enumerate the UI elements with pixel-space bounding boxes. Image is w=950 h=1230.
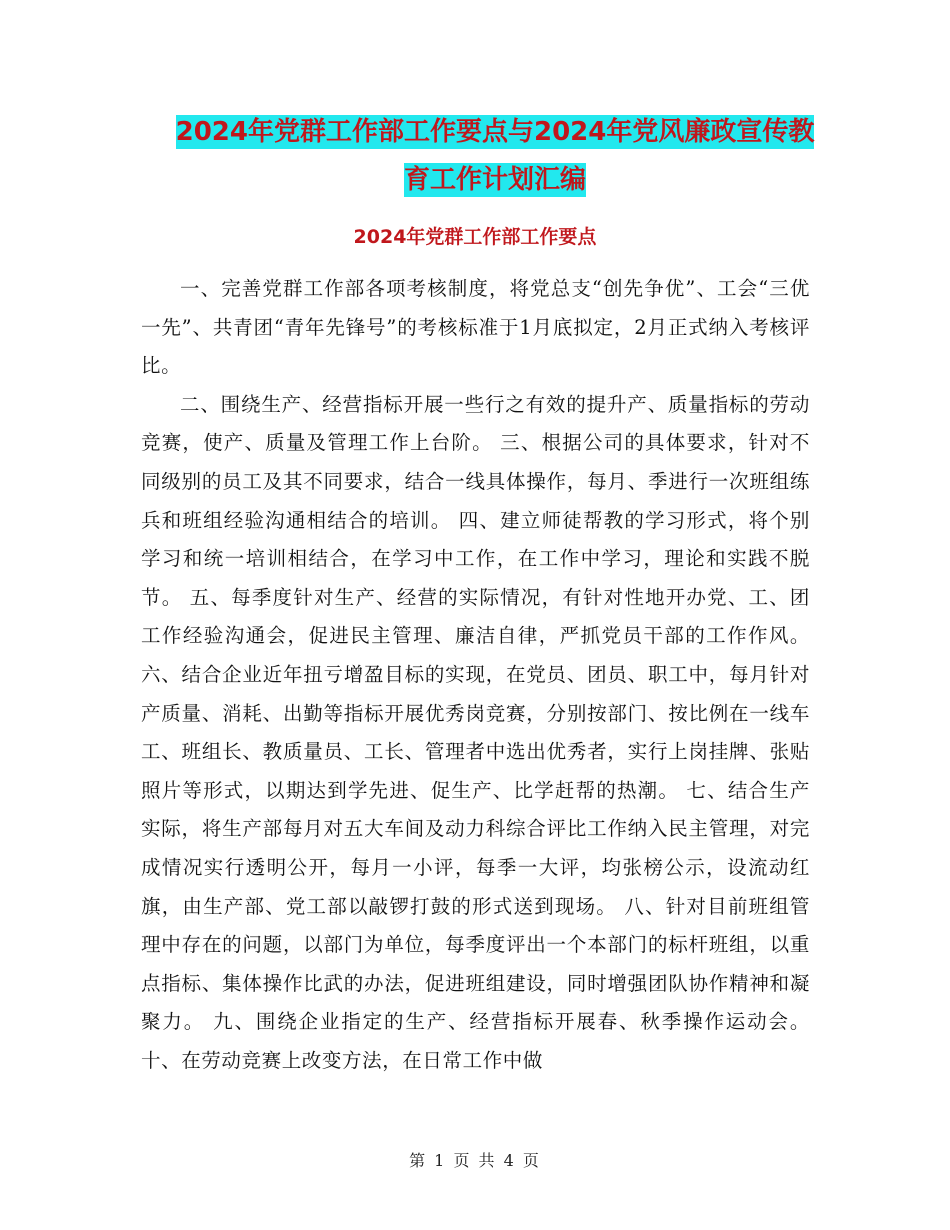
page-footer: 第 1 页 共 4 页: [409, 1151, 541, 1170]
paragraph-1: 一、完善党群工作部各项考核制度，将党总支“创先争优”、工会“三优一先”、共青团“青年先锋号”的考核标准于1月底拟定，2月正式纳入考核评比。: [141, 277, 810, 378]
document-title-line-1: 2024年党群工作部工作要点与2024年党风廉政宣传教: [175, 117, 815, 147]
document-title: [140, 108, 850, 204]
section-title: 2024年党群工作部工作要点: [353, 226, 597, 248]
document-title-line-2: 育工作计划汇编: [403, 165, 586, 195]
paragraph-2: 二、围绕生产、经营指标开展一些行之有效的提升产、质量指标的劳动竞赛，使产、质量及管理工作上台阶。 三、根据公司的具体要求，针对不同级别的员工及其不同要求，结合一线具体操作，每月、季进行一次班组练兵和班组经验沟通相结合的培训。 四、建立师徒帮教的学习形式，将个别学习和统一培训相结合，在学习中工作，在工作中学习，理论和实践不脱节。 五、每季度针对生产、经营的实际情况，有针对性地开办党、工、团工作经验沟通会，促进民主管理、廉洁自律，严抓党员干部的工作作风。 六、结合企业近年扭亏增盈目标的实现，在党员、团员、职工中，每月针对产质量、消耗、出勤等指标开展优秀岗竞赛，分别按部门、按比例在一线车工、班组长、教质量员、工长、管理者中选出优秀者，实行上岗挂牌、张贴照片等形式，以期达到学先进、促生产、比学赶帮的热潮。 七、结合生产实际，将生产部每月对五大车间及动力科综合评比工作纳入民主管理，对完成情况实行透明公开，每月一小评，每季一大评，均张榜公示，设流动红旗，由生产部、党工部以敲锣打鼓的形式送到现场。 八、针对目前班组管理中存在的问题，以部门为单位，每季度评出一个本部门的标杆班组，以重点指标、集体操作比武的办法，促进班组建设，同时增强团队协作精神和凝聚力。 九、围绕企业指定的生产、经营指标开展春、秋季操作运动会。 十、在劳动竞赛上改变方法，在日常工作中做: [141, 392, 810, 1072]
document-body: [141, 270, 810, 1080]
